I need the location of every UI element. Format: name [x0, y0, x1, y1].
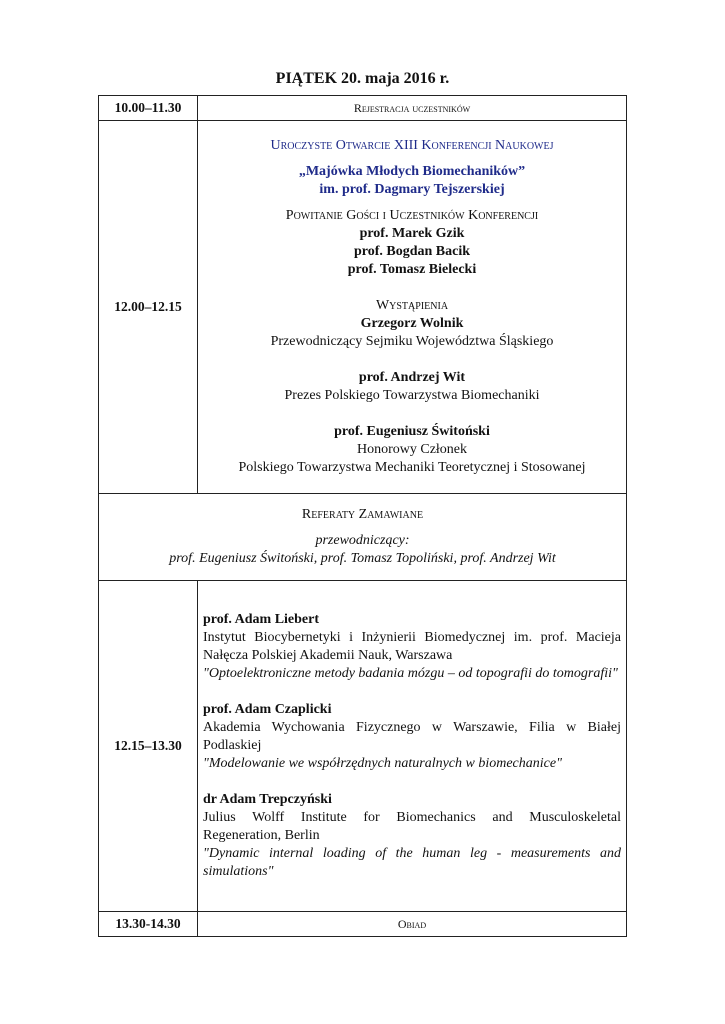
speaker-role: Prezes Polskiego Towarzystwa Biomechaniki [284, 388, 540, 403]
table-row [99, 581, 627, 912]
table-row [99, 121, 627, 494]
time-cell: 10.00–11.30 [99, 96, 198, 121]
talk-affiliation: Julius Wolff Institute for Biomechanics and Musculoskeletal Regeneration, Berlin [203, 810, 621, 843]
conference-name: „Majówka Młodych Biomechaników” [298, 164, 526, 179]
talk-title: "Modelowanie we współrzędnych naturalnych w biomechanice" [203, 756, 562, 771]
speaker-name: prof. Eugeniusz Świtoński [334, 424, 490, 439]
talk-speaker: prof. Adam Liebert [203, 612, 320, 627]
chairs-label: przewodniczący: [315, 533, 410, 548]
section-title: Referaty Zamawiane [301, 507, 424, 522]
welcome-name: prof. Marek Gzik [359, 226, 465, 241]
speaker-role: Polskiego Towarzystwa Mechaniki Teoretycznej i Stosowanej [238, 460, 586, 475]
registration-label: Rejestracja uczestników [353, 101, 471, 115]
time-cell: 12.00–12.15 [99, 121, 198, 494]
chairs-names: prof. Eugeniusz Świtoński, prof. Tomasz Topoliński, prof. Andrzej Wit [169, 551, 556, 566]
table-row [99, 96, 627, 121]
activity-cell [198, 96, 627, 121]
time-cell: 12.15–13.30 [99, 581, 198, 912]
schedule-table [98, 95, 627, 937]
speaker-name: prof. Andrzej Wit [358, 370, 466, 385]
speaker-role: Honorowy Członek [356, 442, 468, 457]
activity-cell [198, 912, 627, 937]
talk-title: "Optoelektroniczne metody badania mózgu – od topografii do tomografii" [203, 666, 618, 681]
talk-affiliation: Akademia Wychowania Fizycznego w Warszawie, Filia w Białej Podlaskiej [203, 720, 621, 753]
section-header-cell [99, 494, 627, 581]
welcome-name: prof. Tomasz Bielecki [347, 262, 477, 277]
activity-cell [198, 581, 627, 912]
talk-title: "Dynamic internal loading of the human leg - measurements and simulations" [203, 846, 621, 879]
speaker-role: Przewodniczący Sejmiku Województwa Śląskiego [270, 334, 554, 349]
table-row [99, 494, 627, 581]
table-row [99, 912, 627, 937]
conference-patron: im. prof. Dagmary Tejszerskiej [319, 182, 505, 197]
talk-speaker: dr Adam Trepczyński [203, 792, 332, 807]
time-cell: 13.30-14.30 [99, 912, 198, 937]
talk-speaker: prof. Adam Czaplicki [203, 702, 332, 717]
speeches-title: Wystąpienia [375, 298, 449, 313]
lunch-label: Obiad [397, 917, 427, 931]
activity-cell [198, 121, 627, 494]
page-title: PIĄTEK 20. maja 2016 r. [275, 70, 450, 87]
welcome-title: Powitanie Gości i Uczestników Konferencji [285, 208, 539, 223]
talk-affiliation: Instytut Biocybernetyki i Inżynierii Biomedycznej im. prof. Macieja Nałęcza Polskiej Akademii Nauk, Warszawa [203, 630, 621, 663]
speaker-name: Grzegorz Wolnik [360, 316, 464, 331]
welcome-name: prof. Bogdan Bacik [353, 244, 471, 259]
opening-title: Uroczyste Otwarcie XIII Konferencji Naukowej [270, 138, 554, 153]
